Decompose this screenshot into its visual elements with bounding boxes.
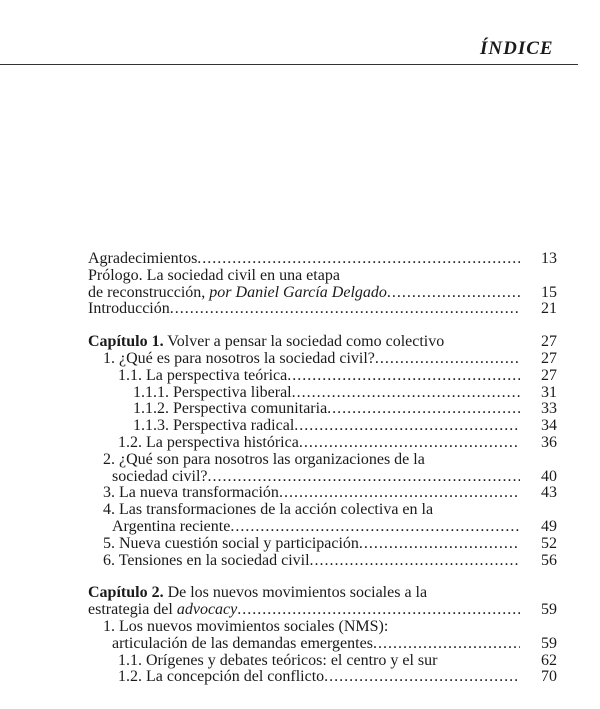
entry-text: 6. Tensiones en la sociedad civil [103, 551, 310, 569]
entry-text: Volver a pensar la sociedad como colectivo [163, 333, 445, 351]
entry-title [118, 434, 520, 452]
dot-leader [287, 367, 520, 385]
toc-entry [0, 367, 600, 385]
entry-text: 1.1. Orígenes y debates teóricos: el centro y el sur [118, 651, 438, 669]
entry-text: estrategia del [88, 601, 177, 619]
toc-entry [0, 384, 600, 402]
entry-title [103, 501, 583, 519]
entry-text: 1.2. La concepción del conflicto [118, 668, 325, 686]
entry-title [88, 284, 520, 302]
entry-text: De los nuevos movimientos sociales a la [163, 584, 428, 602]
dot-leader [294, 417, 520, 435]
toc-entry [0, 300, 600, 318]
entry-text: 1.1. La perspectiva teórica [118, 366, 288, 384]
toc-entry [0, 618, 600, 636]
entry-title [112, 468, 520, 486]
toc-entry [0, 284, 600, 302]
toc-entry [0, 668, 600, 686]
page-number: 59 [541, 601, 557, 619]
dot-leader [299, 434, 520, 452]
entry-title [133, 400, 520, 418]
toc-entry [0, 451, 600, 469]
entry-title [103, 484, 520, 502]
entry-title [88, 250, 520, 268]
entry-title [88, 601, 520, 619]
entry-title [118, 668, 520, 686]
entry-title [103, 535, 520, 553]
toc-entry [0, 518, 600, 536]
page-number: 70 [541, 668, 557, 686]
entry-text: 1.1.1. Perspectiva liberal [133, 383, 292, 401]
dot-leader [387, 284, 520, 302]
toc-entry [0, 484, 600, 502]
entry-text: 1.2. La perspectiva histórica [118, 434, 299, 451]
entry-title [88, 300, 520, 318]
dot-leader [197, 250, 520, 268]
page-number: 15 [541, 283, 557, 301]
italic-text: advocacy [176, 601, 238, 619]
dot-leader [375, 350, 520, 368]
entry-title [118, 367, 520, 385]
chapter-label: Capítulo 2. [88, 584, 164, 602]
entry-text: 4. Las transformaciones de la acción colectiva en la [103, 501, 434, 519]
page-number: 62 [541, 651, 557, 669]
toc-entry [0, 584, 600, 602]
entry-text: 1.1.2. Perspectiva comunitaria [133, 400, 328, 418]
page-number: 36 [541, 434, 557, 451]
entry-title [88, 267, 568, 285]
page-number: 27 [541, 366, 557, 384]
entry-text: 1. ¿Qué es para nosotros la sociedad civil? [103, 350, 375, 367]
toc-entry [0, 350, 600, 368]
entry-text: Argentina reciente [112, 518, 231, 535]
entry-title [112, 518, 520, 536]
dot-leader [373, 635, 520, 653]
page-number: 31 [541, 383, 557, 401]
dot-leader [170, 300, 520, 318]
entry-title [103, 451, 583, 469]
italic-text: por Daniel García Delgado [209, 283, 387, 301]
entry-title [103, 618, 583, 636]
entry-title [118, 652, 598, 670]
header-rule [0, 64, 578, 65]
entry-text: 3. La nueva transformación [103, 484, 279, 502]
page-number: 43 [541, 484, 557, 502]
toc-entry [0, 250, 600, 268]
entry-text: 2. ¿Qué son para nosotros las organizaciones de la [103, 450, 425, 468]
toc-entry [0, 535, 600, 553]
page-number: 33 [541, 400, 557, 418]
dot-leader [208, 468, 520, 486]
dot-leader [310, 552, 520, 570]
toc-entry [0, 400, 600, 418]
toc-entry [0, 434, 600, 452]
entry-title [103, 350, 520, 368]
entry-text: articulación de las demandas emergentes [112, 634, 373, 652]
page-number: 13 [541, 250, 557, 267]
page-number: 34 [541, 417, 557, 435]
entry-title [103, 552, 520, 570]
toc-entry [0, 652, 600, 670]
toc-entry [0, 501, 600, 519]
entry-title [133, 417, 520, 435]
entry-text: sociedad civil? [112, 467, 208, 485]
entry-text: Introducción [88, 300, 170, 318]
toc-entry [0, 601, 600, 619]
toc-entry [0, 333, 600, 351]
dot-leader [237, 601, 520, 619]
entry-text: 1. Los nuevos movimientos sociales (NMS): [103, 618, 389, 635]
entry-text: Prólogo. La sociedad civil en una etapa [88, 266, 340, 284]
toc-entry [0, 267, 600, 285]
entry-title [88, 333, 568, 351]
page-number: 21 [541, 300, 557, 318]
dot-leader [359, 535, 520, 553]
page-number: 40 [541, 467, 557, 485]
toc-entry [0, 552, 600, 570]
dot-leader [292, 384, 520, 402]
dot-leader [279, 484, 520, 502]
page-number: 59 [541, 634, 557, 652]
page-number: 27 [541, 333, 557, 351]
entry-title [112, 635, 520, 653]
page-number: 52 [541, 534, 557, 552]
entry-text: 1.1.3. Perspectiva radical [133, 417, 295, 435]
dot-leader [230, 518, 520, 536]
dot-leader [327, 400, 520, 418]
toc-entry [0, 417, 600, 435]
chapter-label: Capítulo 1. [88, 333, 164, 351]
page-number: 49 [541, 518, 557, 535]
dot-leader [324, 668, 520, 686]
entry-text: 5. Nueva cuestión social y participación [103, 534, 359, 552]
page-number: 56 [541, 551, 557, 569]
entry-text: Agradecimientos [88, 250, 198, 267]
page-number: 27 [541, 350, 557, 367]
toc-entry [0, 635, 600, 653]
page-title: ÍNDICE [480, 38, 554, 59]
entry-title [133, 384, 520, 402]
entry-title [88, 584, 568, 602]
entry-text: de reconstrucción, [88, 283, 210, 301]
toc-entry [0, 468, 600, 486]
